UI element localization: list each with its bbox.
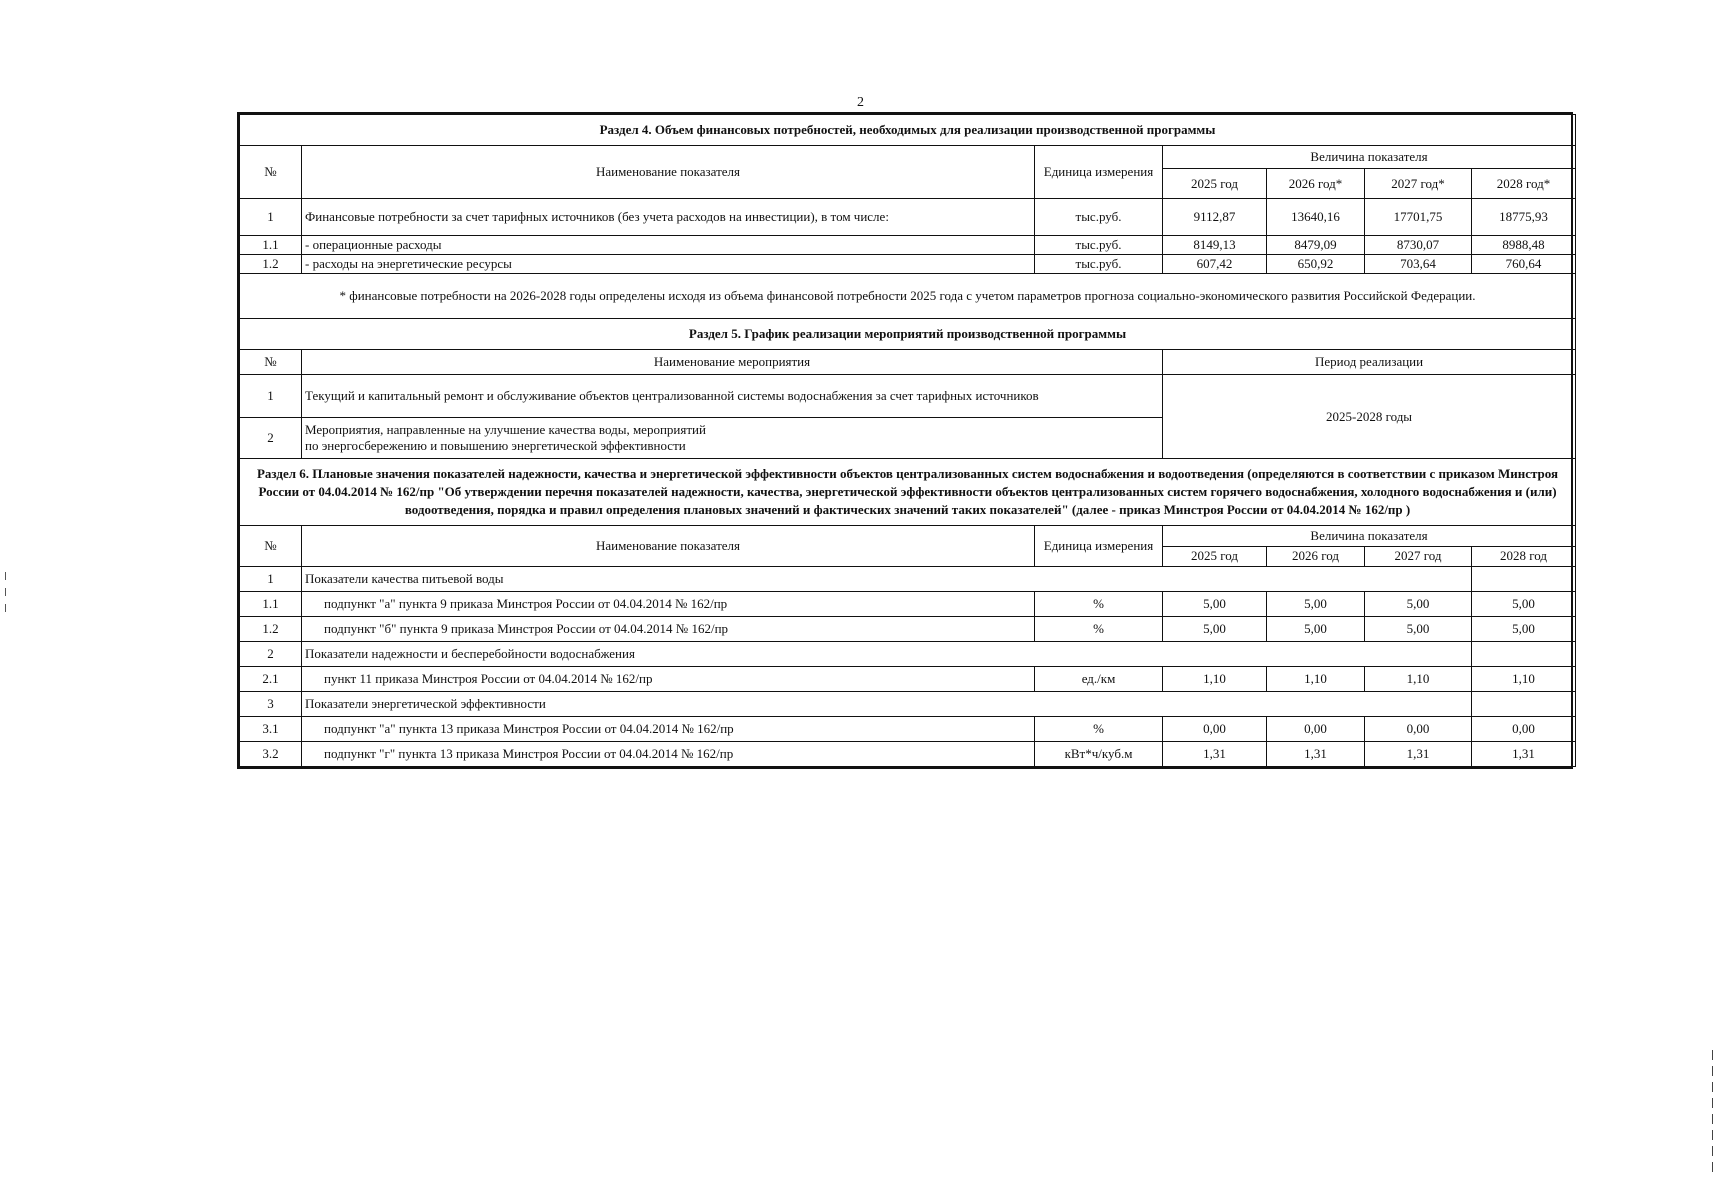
s5-period: 2025-2028 годы [1163,375,1576,459]
s6-header-unit: Единица измерения [1035,526,1163,567]
row-unit: тыс.руб. [1035,255,1163,274]
section-4-title-row [240,115,1576,146]
row-number: 3.1 [240,717,302,742]
group-row [240,692,1576,717]
table-row [240,742,1576,767]
s4-year: 2027 год* [1365,169,1472,199]
page-number: 2 [857,95,864,110]
s6-year: 2026 год [1267,546,1365,567]
row-number: 1.2 [240,255,302,274]
row-name: пункт 11 приказа Минстроя России от 04.04.2014 № 162/пр [302,667,1035,692]
s4-header-unit: Единица измерения [1035,146,1163,199]
row-number: 1 [240,375,302,418]
group-name: Показатели качества питьевой воды [302,567,1472,592]
row-value: 5,00 [1472,617,1576,642]
row-value: 0,00 [1472,717,1576,742]
row-value: 1,31 [1365,742,1472,767]
row-value: 1,10 [1267,667,1365,692]
section-4-header-row [240,146,1576,169]
s6-year: 2025 год [1163,546,1267,567]
group-number: 1 [240,567,302,592]
row-value: 703,64 [1365,255,1472,274]
row-value: 5,00 [1163,617,1267,642]
row-name: Текущий и капитальный ремонт и обслуживание объектов централизованной системы водоснабжения за счет тарифных источников [302,375,1163,418]
row-value: 1,10 [1163,667,1267,692]
table-row [240,255,1576,274]
table-row [240,592,1576,617]
row-unit: тыс.руб. [1035,236,1163,255]
section-4-title: Раздел 4. Объем финансовых потребностей, необходимых для реализации производственной программы [240,115,1576,146]
table-row [240,199,1576,236]
empty-cell [1472,567,1576,592]
row-value: 5,00 [1267,592,1365,617]
row-unit: тыс.руб. [1035,199,1163,236]
s6-header-name: Наименование показателя [302,526,1035,567]
row-value: 5,00 [1365,592,1472,617]
row-value: 13640,16 [1267,199,1365,236]
row-number: 1.1 [240,592,302,617]
document-sheet [237,112,1573,769]
group-row [240,642,1576,667]
group-name: Показатели надежности и бесперебойности водоснабжения [302,642,1472,667]
row-value: 18775,93 [1472,199,1576,236]
row-value: 0,00 [1365,717,1472,742]
section-5-title-row [240,319,1576,350]
s6-header-value: Величина показателя [1163,526,1576,547]
row-unit: % [1035,617,1163,642]
row-name: - операционные расходы [302,236,1035,255]
empty-cell [1472,692,1576,717]
scan-edge-marks [5,572,6,620]
row-value: 5,00 [1267,617,1365,642]
row-value: 1,10 [1365,667,1472,692]
row-value: 17701,75 [1365,199,1472,236]
row-name: подпункт "а" пункта 13 приказа Минстроя России от 04.04.2014 № 162/пр [302,717,1035,742]
row-value: 8730,07 [1365,236,1472,255]
row-unit: % [1035,717,1163,742]
row-unit: ед./км [1035,667,1163,692]
s6-header-no: № [240,526,302,567]
row-unit: кВт*ч/куб.м [1035,742,1163,767]
row-name [302,418,1163,459]
program-table [239,114,1576,767]
section-6-title: Раздел 6. Плановые значения показателей надежности, качества и энергетической эффективности объектов централизованных систем водоснабжения и водоотведения (определяются в соответствии с приказом Минстроя России от 04.04.2014 № 162/пр "Об утверждении перечня показателей надежности, качества, энергетической эффективности объектов централизованных систем горячего водоснабжения, холодного водоснабжения и (или) водоотведения, порядка и правил определения плановых значений и фактических значений таких показателей" (далее - приказ Минстроя России от 04.04.2014 № 162/пр ) [240,459,1576,526]
s5-header-name: Наименование мероприятия [302,350,1163,375]
row-name-line-1: Мероприятия, направленные на улучшение качества воды, мероприятий [305,422,706,437]
row-value: 5,00 [1472,592,1576,617]
section-5-header-row [240,350,1576,375]
row-name: подпункт "б" пункта 9 приказа Минстроя России от 04.04.2014 № 162/пр [302,617,1035,642]
row-value: 0,00 [1267,717,1365,742]
group-row [240,567,1576,592]
s4-year: 2025 год [1163,169,1267,199]
s6-year: 2028 год [1472,546,1576,567]
section-6-header-row [240,526,1576,547]
s5-header-no: № [240,350,302,375]
s4-year: 2026 год* [1267,169,1365,199]
table-row [240,236,1576,255]
row-unit: % [1035,592,1163,617]
row-value: 5,00 [1365,617,1472,642]
row-value: 5,00 [1163,592,1267,617]
row-value: 1,31 [1472,742,1576,767]
group-name: Показатели энергетической эффективности [302,692,1472,717]
row-value: 1,31 [1267,742,1365,767]
row-name-line-2: по энергосбережению и повышению энергетической эффективности [305,438,686,453]
row-name: подпункт "г" пункта 13 приказа Минстроя России от 04.04.2014 № 162/пр [302,742,1035,767]
row-value: 8988,48 [1472,236,1576,255]
row-number: 2.1 [240,667,302,692]
s4-year: 2028 год* [1472,169,1576,199]
section-5-title: Раздел 5. График реализации мероприятий производственной программы [240,319,1576,350]
row-value: 8149,13 [1163,236,1267,255]
row-value: 650,92 [1267,255,1365,274]
table-row [240,667,1576,692]
section-4-note-row [240,274,1576,319]
row-number: 3.2 [240,742,302,767]
row-value: 9112,87 [1163,199,1267,236]
group-number: 3 [240,692,302,717]
row-value: 1,31 [1163,742,1267,767]
row-name: подпункт "а" пункта 9 приказа Минстроя России от 04.04.2014 № 162/пр [302,592,1035,617]
row-value: 1,10 [1472,667,1576,692]
table-row [240,617,1576,642]
section-4-footnote: * финансовые потребности на 2026-2028 годы определены исходя из объема финансовой потребности 2025 года с учетом параметров прогноза социально-экономического развития Российской Федерации. [240,274,1576,319]
row-value: 760,64 [1472,255,1576,274]
s5-header-period: Период реализации [1163,350,1576,375]
row-value: 0,00 [1163,717,1267,742]
row-number: 1.2 [240,617,302,642]
row-number: 2 [240,418,302,459]
s4-header-name: Наименование показателя [302,146,1035,199]
section-6-title-row [240,459,1576,526]
group-number: 2 [240,642,302,667]
s4-header-value: Величина показателя [1163,146,1576,169]
table-row [240,375,1576,418]
row-name: Финансовые потребности за счет тарифных источников (без учета расходов на инвестиции), в том числе: [302,199,1035,236]
row-number: 1 [240,199,302,236]
row-value: 607,42 [1163,255,1267,274]
row-name: - расходы на энергетические ресурсы [302,255,1035,274]
empty-cell [1472,642,1576,667]
row-number: 1.1 [240,236,302,255]
s6-year: 2027 год [1365,546,1472,567]
scan-edge-marks-right [1712,1050,1713,1178]
s4-header-no: № [240,146,302,199]
row-value: 8479,09 [1267,236,1365,255]
table-row [240,717,1576,742]
